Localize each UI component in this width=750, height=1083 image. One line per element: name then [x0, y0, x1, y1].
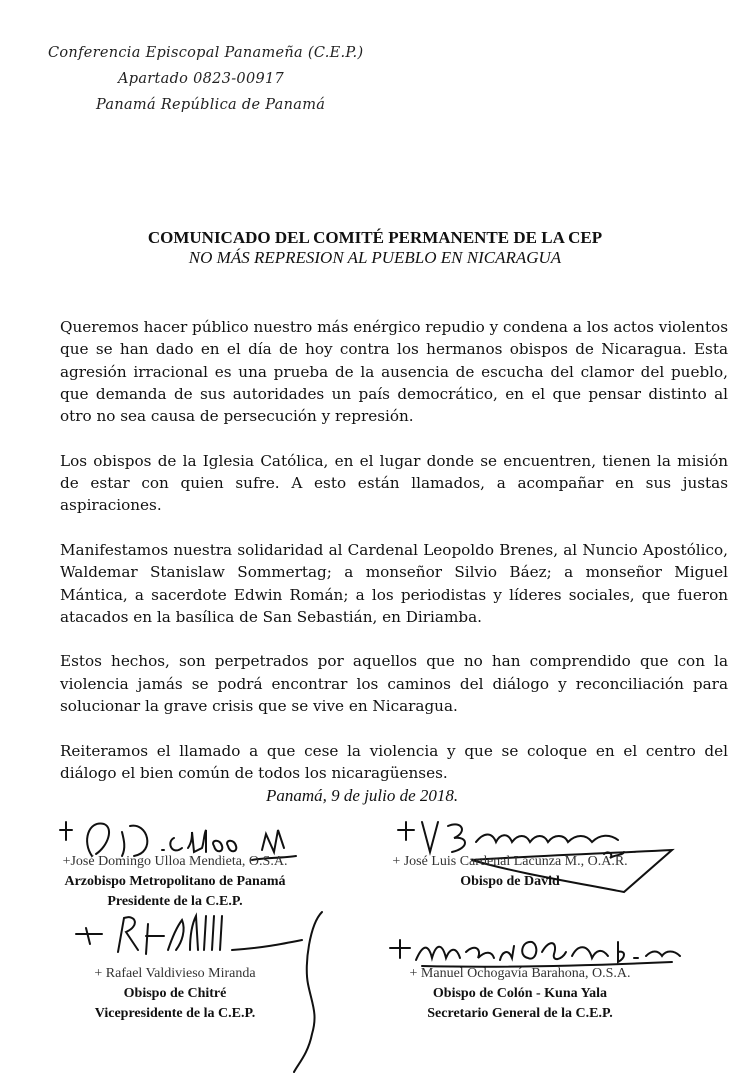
signatory-name: + Manuel Ochogavía Barahona, O.S.A. [409, 966, 631, 981]
signature-block-valdivieso [40, 964, 310, 1024]
document-title: COMUNICADO DEL COMITÉ PERMANENTE DE LA CEP [147, 228, 603, 247]
signatory-title: Obispo de Colón - Kuna Yala [432, 986, 608, 1001]
paragraph: Estos hechos, son perpetrados por aquellos que no han comprendido que con la violencia jamás se podrá encontrar los caminos del diálogo y reconciliación para solucionar la grave crisis que se vive en Nicaragua. [60, 652, 728, 716]
paragraph: Reiteramos el llamado a que cese la violencia y que se coloque en el centro del diálogo el bien común de todos los nicaragüenses. [60, 741, 728, 782]
signatory-title: Presidente de la C.E.P. [107, 894, 243, 909]
letterhead-organization: Conferencia Episcopal Panameña (C.E.P.) [48, 45, 364, 61]
paragraph: Manifestamos nuestra solidaridad al Cardenal Leopoldo Brenes, al Nuncio Apostólico, Waldemar Stanislaw Sommertag; a monseñor Silvio Báez; a monseñor Miguel Mántica, a sacerdote Edwin Román; a los periodistas y líderes sociales, que fueron atacados en la basílica de San Sebastián, en Diriamba. [60, 540, 728, 626]
document-body [60, 316, 728, 807]
signatory-title: Obispo de Chitré [123, 986, 227, 1001]
paragraph: Los obispos de la Iglesia Católica, en el lugar donde se encuentren, tienen la misión de estar con quien sufre. A esto están llamados, a acompañar en sus justas aspiraciones. [60, 451, 728, 515]
signature-block-ulloa [20, 852, 330, 912]
letterhead [48, 40, 363, 118]
title-block [0, 228, 750, 268]
signature-block-ochogavia [370, 964, 670, 1024]
letterhead-address: Apartado 0823-00917 [118, 71, 285, 87]
signatory-name: +José Domingo Ulloa Mendieta, O.S.A. [62, 854, 288, 869]
document-subtitle: NO MÁS REPRESION AL PUEBLO EN NICARAGUA [188, 248, 562, 267]
paragraph: Queremos hacer público nuestro más enérgico repudio y condena a los actos violentos que se han dado en el día de hoy contra los hermanos obispos de Nicaragua. Esta agresión irracional es una prueba de la ausencia de escucha del clamor del pueblo, que demanda de sus autoridades un país democrático, en el que pensar distinto al otro no sea causa de persecución y represión. [60, 318, 728, 426]
signature-block-lacunza [360, 852, 660, 892]
signatory-title: Secretario General de la C.E.P. [427, 1006, 613, 1021]
letterhead-country: Panamá República de Panamá [96, 97, 326, 113]
signatory-name: + José Luis Cardenal Lacunza M., O.A.R. [392, 854, 628, 869]
document-date: Panamá, 9 de julio de 2018. [266, 786, 459, 805]
signatory-title: Arzobispo Metropolitano de Panamá [64, 874, 286, 889]
signatory-name: + Rafael Valdivieso Miranda [94, 966, 256, 981]
signatory-title: Vicepresidente de la C.E.P. [94, 1006, 256, 1021]
signatory-title: Obispo de David [460, 874, 560, 889]
